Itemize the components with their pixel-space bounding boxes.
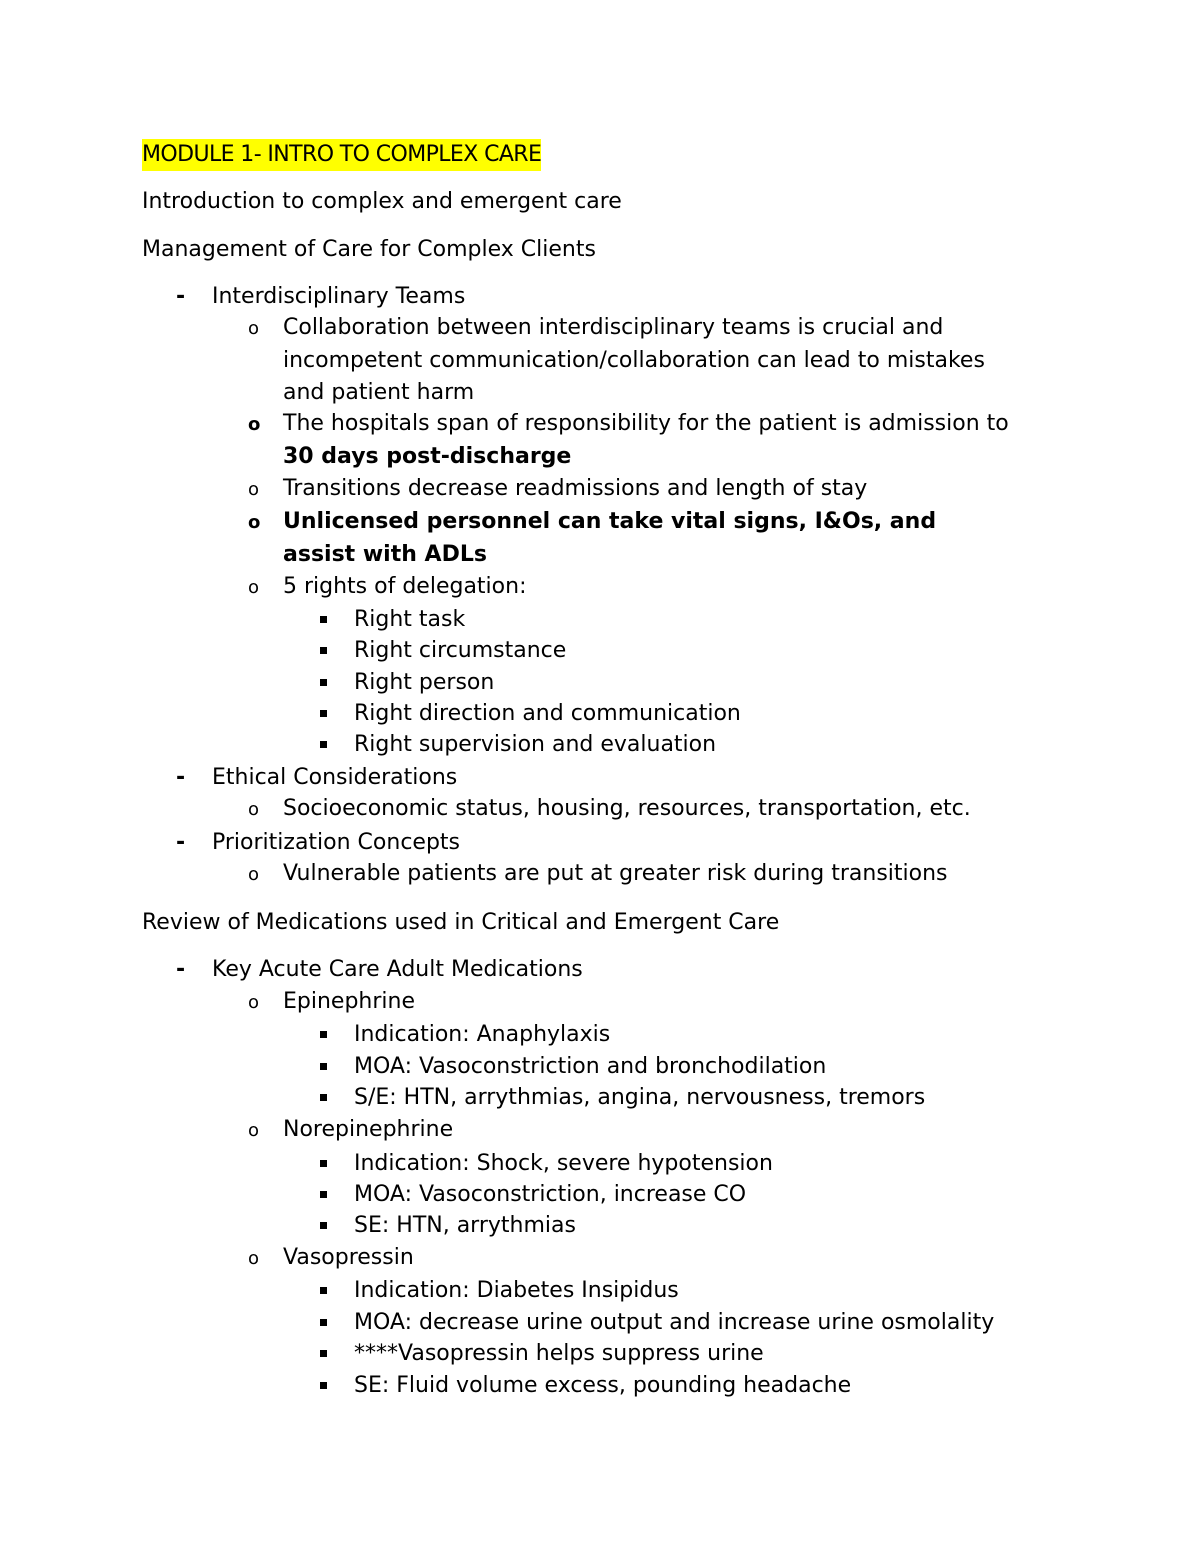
square-bullet <box>320 1382 327 1389</box>
dash-bullet: - <box>176 765 186 790</box>
rights-item: Right task <box>354 607 466 632</box>
square-bullet <box>320 1222 327 1229</box>
circle-bullet: o <box>248 512 261 533</box>
rights-item: Right direction and communication <box>354 701 741 726</box>
square-bullet <box>320 1063 327 1070</box>
transitions-item: Transitions decrease readmissions and length of stay <box>283 476 868 501</box>
vasopressin-detail: SE: Fluid volume excess, pounding headache <box>354 1373 852 1398</box>
dash-bullet: - <box>176 284 186 309</box>
square-bullet <box>320 679 327 686</box>
circle-bullet: o <box>248 1120 260 1141</box>
section-heading-management: Management of Care for Complex Clients <box>142 237 596 262</box>
ethical-item: Socioeconomic status, housing, resources, transportation, etc. <box>283 796 971 821</box>
section-heading-medications: Review of Medications used in Critical and Emergent Care <box>142 910 780 935</box>
square-bullet <box>320 710 327 717</box>
drug-norepinephrine: Norepinephrine <box>283 1117 454 1142</box>
vasopressin-detail: Indication: Diabetes Insipidus <box>354 1278 679 1303</box>
square-bullet <box>320 741 327 748</box>
norepinephrine-detail: MOA: Vasoconstriction, increase CO <box>354 1182 747 1207</box>
vasopressin-detail: ****Vasopressin helps suppress urine <box>354 1341 764 1366</box>
square-bullet <box>320 1319 327 1326</box>
dash-bullet: - <box>176 957 186 982</box>
collaboration-line-1: Collaboration between interdisciplinary teams is crucial and <box>283 315 944 340</box>
circle-bullet: o <box>248 414 261 435</box>
vasopressin-detail: MOA: decrease urine output and increase urine osmolality <box>354 1310 995 1335</box>
square-bullet <box>320 1350 327 1357</box>
topic-interdisciplinary-teams: Interdisciplinary Teams <box>212 284 466 309</box>
span-line-1: The hospitals span of responsibility for the patient is admission to <box>283 411 1009 436</box>
square-bullet <box>320 616 327 623</box>
collaboration-line-2: incompetent communication/collaboration can lead to mistakes <box>283 348 985 373</box>
intro-heading: Introduction to complex and emergent care <box>142 189 622 214</box>
unlicensed-line-2: assist with ADLs <box>283 542 487 567</box>
square-bullet <box>320 1160 327 1167</box>
rights-item: Right supervision and evaluation <box>354 732 717 757</box>
collaboration-line-3: and patient harm <box>283 380 475 405</box>
circle-bullet: o <box>248 479 260 500</box>
prioritization-item: Vulnerable patients are put at greater risk during transitions <box>283 861 948 886</box>
span-line-2: 30 days post-discharge <box>283 444 572 469</box>
square-bullet <box>320 1094 327 1101</box>
circle-bullet: o <box>248 577 260 598</box>
epinephrine-detail: Indication: Anaphylaxis <box>354 1022 611 1047</box>
circle-bullet: o <box>248 992 260 1013</box>
square-bullet <box>320 647 327 654</box>
topic-ethical-considerations: Ethical Considerations <box>212 765 458 790</box>
drug-epinephrine: Epinephrine <box>283 989 415 1014</box>
module-title: MODULE 1- INTRO TO COMPLEX CARE <box>142 139 541 171</box>
epinephrine-detail: S/E: HTN, arrythmias, angina, nervousness, tremors <box>354 1085 926 1110</box>
circle-bullet: o <box>248 1248 260 1269</box>
square-bullet <box>320 1191 327 1198</box>
circle-bullet: o <box>248 318 260 339</box>
norepinephrine-detail: SE: HTN, arrythmias <box>354 1213 576 1238</box>
topic-key-medications: Key Acute Care Adult Medications <box>212 957 583 982</box>
unlicensed-line-1: Unlicensed personnel can take vital signs, I&Os, and <box>283 509 937 534</box>
rights-item: Right person <box>354 670 495 695</box>
dash-bullet: - <box>176 830 186 855</box>
rights-item: Right circumstance <box>354 638 567 663</box>
circle-bullet: o <box>248 799 260 820</box>
epinephrine-detail: MOA: Vasoconstriction and bronchodilation <box>354 1054 827 1079</box>
topic-prioritization-concepts: Prioritization Concepts <box>212 830 461 855</box>
norepinephrine-detail: Indication: Shock, severe hypotension <box>354 1151 773 1176</box>
circle-bullet: o <box>248 864 260 885</box>
square-bullet <box>320 1287 327 1294</box>
square-bullet <box>320 1031 327 1038</box>
drug-vasopressin: Vasopressin <box>283 1245 414 1270</box>
rights-heading: 5 rights of delegation: <box>283 574 527 599</box>
